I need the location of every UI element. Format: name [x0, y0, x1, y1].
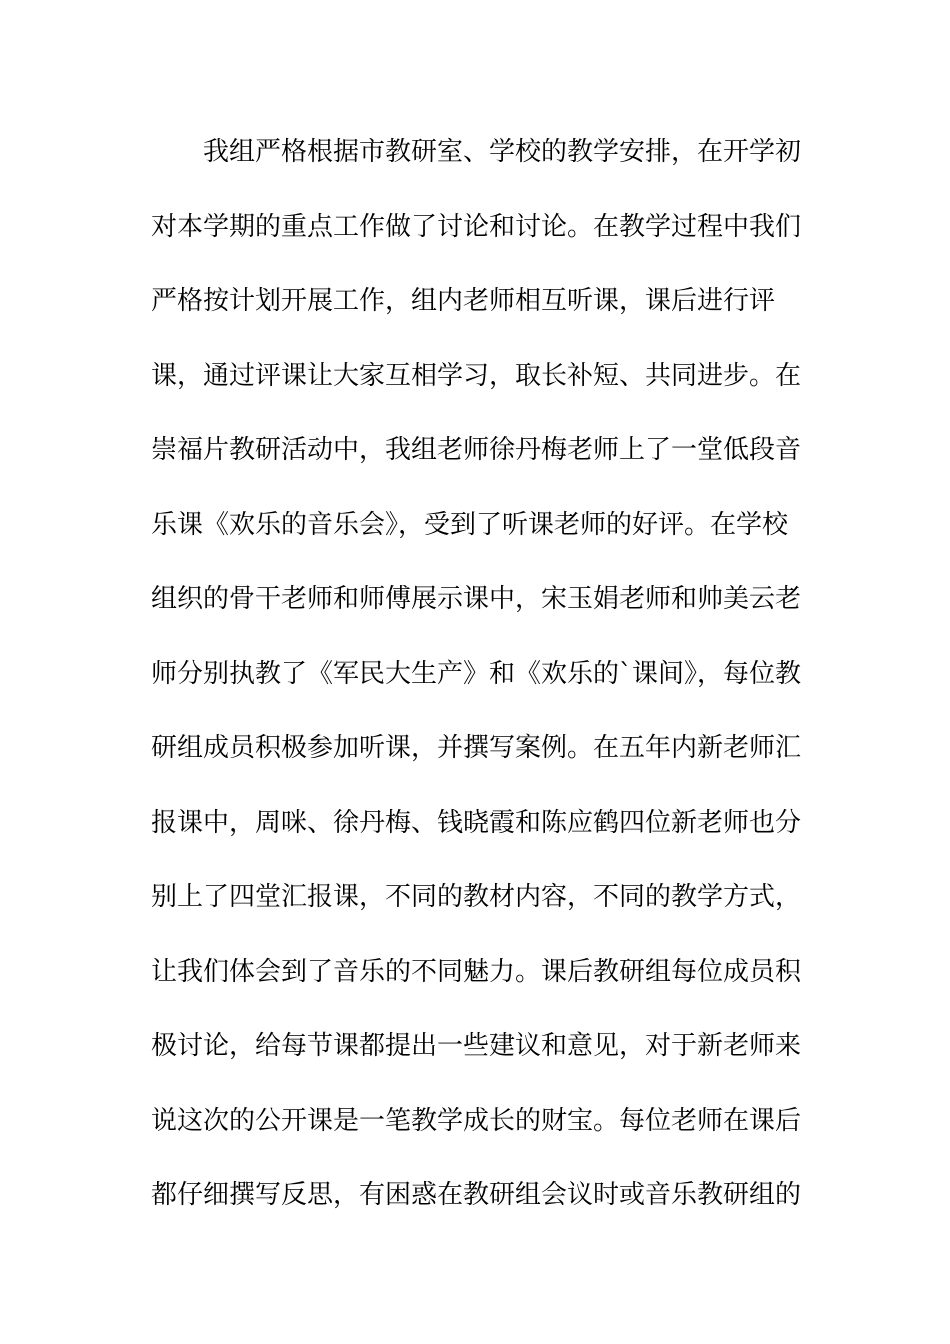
body-paragraph — [151, 126, 811, 1244]
text-line-1: 我组严格根据市教研室、学校的教学安排，在开学初 — [151, 137, 802, 167]
text-line-12: 让我们体会到了音乐的不同魅力。课后教研组每位成员积 — [151, 956, 802, 987]
text-line-13: 极讨论，给每节课都提出一些建议和意见，对于新老师来 — [151, 1031, 802, 1061]
text-line-11: 别上了四堂汇报课，不同的教材内容，不同的教学方式， — [151, 882, 802, 912]
text-line-7: 组织的骨干老师和师傅展示课中，宋玉娟老师和帅美云老 — [151, 584, 802, 614]
text-line-10: 报课中，周咪、徐丹梅、钱晓霞和陈应鹤四位新老师也分 — [151, 807, 802, 838]
text-line-5: 崇福片教研活动中，我组老师徐丹梅老师上了一堂低段音 — [151, 435, 802, 465]
text-line-9: 研组成员积极参加听课，并撰写案例。在五年内新老师汇 — [151, 733, 802, 763]
text-line-8: 师分别执教了《军民大生产》和《欢乐的`课间》，每位教 — [151, 658, 802, 689]
text-line-14: 说这次的公开课是一笔教学成长的财宝。每位老师在课后 — [151, 1105, 802, 1136]
text-line-2: 对本学期的重点工作做了讨论和讨论。在教学过程中我们 — [151, 211, 802, 242]
text-line-6: 乐课《欢乐的音乐会》，受到了听课老师的好评。在学校 — [151, 509, 789, 540]
text-line-3: 严格按计划开展工作，组内老师相互听课，课后进行评 — [151, 286, 776, 316]
text-line-4: 课，通过评课让大家互相学习，取长补短、共同进步。在 — [151, 360, 802, 391]
text-line-15: 都仔细撰写反思，有困惑在教研组会议时或音乐教研组的 — [151, 1180, 802, 1210]
